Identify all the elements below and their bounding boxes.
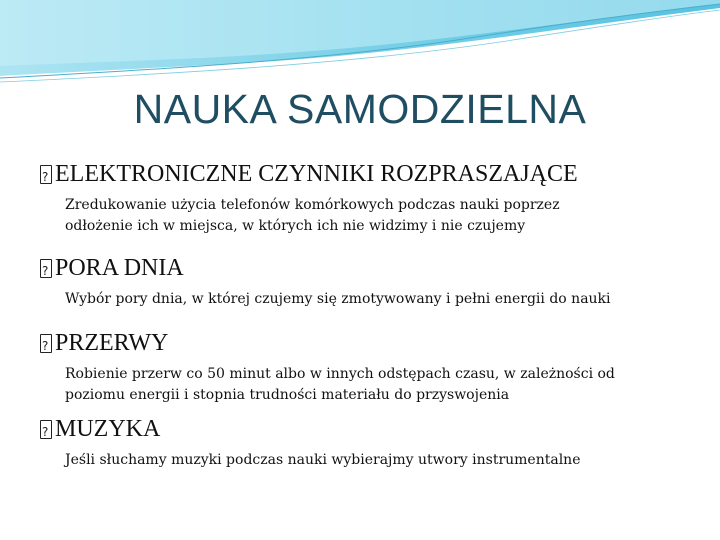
section-heading: [40, 160, 700, 188]
section-heading: [40, 415, 700, 443]
section-heading-text: PORA DNIA: [55, 255, 184, 281]
description-line: Zredukowanie użycia telefonów komórkowych podczas nauki poprzez: [65, 197, 560, 213]
section-heading-text: PRZERWY: [55, 330, 169, 356]
section-description: [65, 289, 700, 310]
missing-glyph-bullet-icon: [40, 420, 52, 439]
section-electronic-distractors: [40, 160, 700, 237]
section-heading-text: ELEKTRONICZNE CZYNNIKI ROZPRASZAJĄCE: [55, 161, 578, 187]
section-music: [40, 415, 700, 471]
description-line: odłożenie ich w miejsca, w których ich nie widzimy i nie czujemy: [65, 218, 526, 234]
section-description: [65, 195, 700, 237]
description-line: Wybór pory dnia, w której czujemy się zmotywowany i pełni energii do nauki: [65, 291, 611, 307]
section-breaks: [40, 329, 700, 406]
slide-title: NAUKA SAMODZIELNA: [133, 86, 587, 132]
section-description: [65, 364, 700, 406]
section-heading: [40, 254, 700, 282]
missing-glyph-bullet-icon: [40, 259, 52, 278]
description-line: poziomu energii i stopnia trudności materiału do przyswojenia: [65, 387, 510, 403]
section-heading: [40, 329, 700, 357]
section-time-of-day: [40, 254, 700, 310]
missing-glyph-bullet-icon: [40, 165, 52, 184]
description-line: Robienie przerw co 50 minut albo w innych odstępach czasu, w zależności od: [65, 366, 615, 382]
missing-glyph-bullet-icon: [40, 334, 52, 353]
section-heading-text: MUZYKA: [55, 416, 161, 442]
description-line: Jeśli słuchamy muzyki podczas nauki wybierajmy utwory instrumentalne: [65, 452, 581, 468]
section-description: [65, 450, 700, 471]
header-wave-decoration: [0, 0, 720, 90]
